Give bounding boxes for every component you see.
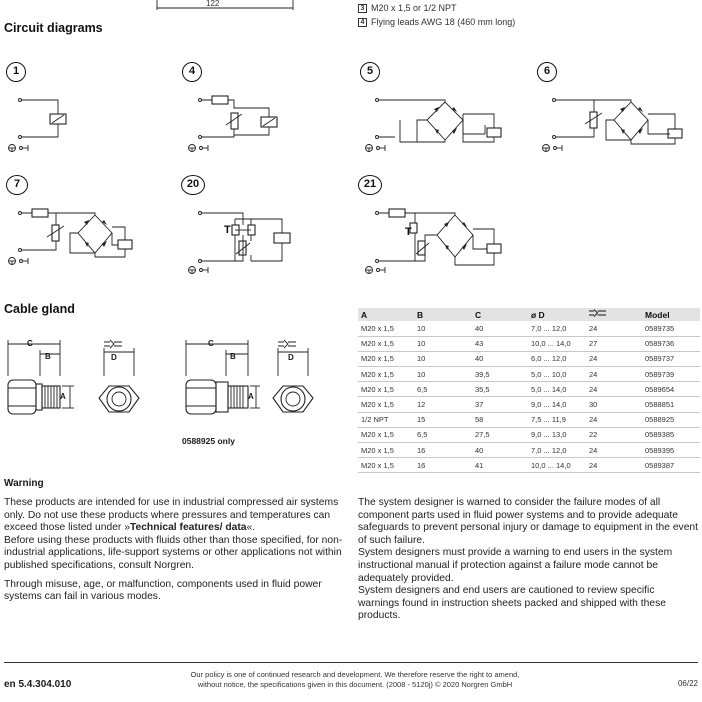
table-cell: 0589654 bbox=[642, 382, 700, 397]
ground-symbol bbox=[9, 145, 29, 152]
table-cell: 0589737 bbox=[642, 351, 700, 366]
table-cell: 5,0 ... 10,0 bbox=[528, 367, 586, 382]
table-cell: M20 x 1,5 bbox=[358, 458, 414, 473]
circuit-number-7: 7 bbox=[6, 175, 28, 195]
cable-gland-title: Cable gland bbox=[4, 302, 75, 316]
document-number: en 5.4.304.010 bbox=[4, 679, 72, 690]
table-cell: 7,0 ... 12,0 bbox=[528, 321, 586, 336]
column-header: ø D bbox=[528, 308, 586, 321]
table-row bbox=[358, 412, 700, 427]
circuit-diagram-20 bbox=[176, 203, 306, 275]
cable-gland-drawing-front-npt bbox=[264, 336, 324, 424]
table-cell: 10 bbox=[414, 321, 472, 336]
table-row bbox=[358, 367, 700, 382]
table-cell: 30 bbox=[586, 397, 642, 412]
table-cell: M20 x 1,5 bbox=[358, 443, 414, 458]
footer-divider bbox=[4, 662, 698, 663]
circuit-diagram-5 bbox=[355, 90, 515, 160]
table-cell: 6,5 bbox=[414, 427, 472, 442]
policy-line: without notice, the specifications given in this document. (2008 - 5120j) © 2020 Norgren GmbH bbox=[197, 680, 513, 689]
table-cell: M20 x 1,5 bbox=[358, 351, 414, 366]
table-cell: 37 bbox=[472, 397, 528, 412]
circuit-number-20: 20 bbox=[181, 175, 205, 195]
table-cell: 10 bbox=[414, 367, 472, 382]
dim-d: D bbox=[288, 353, 294, 362]
table-cell: 39,5 bbox=[472, 367, 528, 382]
column-header: A bbox=[358, 308, 414, 321]
circuit-diagram-7 bbox=[0, 203, 160, 273]
table-cell: 1/2 NPT bbox=[358, 412, 414, 427]
table-cell: 10 bbox=[414, 336, 472, 351]
circuit-diagram-21 bbox=[355, 203, 515, 275]
table-cell: 10,0 ... 14,0 bbox=[528, 336, 586, 351]
table-row bbox=[358, 427, 700, 442]
note-number: 4 bbox=[358, 18, 367, 27]
table-cell: 0589395 bbox=[642, 443, 700, 458]
table-cell: M20 x 1,5 bbox=[358, 427, 414, 442]
table-row bbox=[358, 458, 700, 473]
dim-b: B bbox=[45, 352, 51, 361]
table-cell: M20 x 1,5 bbox=[358, 397, 414, 412]
warning-right-column bbox=[358, 497, 698, 623]
circuit-diagram-6 bbox=[532, 90, 692, 160]
table-cell: 15 bbox=[414, 412, 472, 427]
table-row bbox=[358, 382, 700, 397]
warning-paragraph: Through misuse, age, or malfunction, components used in fluid power systems can fail in various modes. bbox=[4, 578, 322, 603]
ground-symbol bbox=[189, 267, 209, 274]
wrench-icon bbox=[586, 308, 642, 321]
circuit-diagrams-title: Circuit diagrams bbox=[4, 21, 103, 35]
table-cell: M20 x 1,5 bbox=[358, 336, 414, 351]
table-row bbox=[358, 397, 700, 412]
table-cell: 6,0 ... 12,0 bbox=[528, 351, 586, 366]
table-cell: 24 bbox=[586, 458, 642, 473]
circuit-number-4: 4 bbox=[182, 62, 202, 82]
ground-symbol bbox=[9, 258, 29, 265]
table-cell: 58 bbox=[472, 412, 528, 427]
dim-d: D bbox=[111, 353, 117, 362]
table-cell: 40 bbox=[472, 443, 528, 458]
table-row bbox=[358, 351, 700, 366]
warning-text: These products are intended for use in industrial compressed air systems only. Do not use these products where pressures and temperatures can exceed those listed under » bbox=[4, 497, 339, 534]
table-row bbox=[358, 321, 700, 336]
ground-symbol bbox=[189, 145, 209, 152]
column-header: C bbox=[472, 308, 528, 321]
table-cell: 0589385 bbox=[642, 427, 700, 442]
warning-title: Warning bbox=[4, 478, 44, 489]
technical-data-reference: Technical features/ data bbox=[129, 522, 247, 534]
circuit-diagram-4 bbox=[176, 90, 286, 160]
table-cell: 0588851 bbox=[642, 397, 700, 412]
warning-paragraph: The system designer is warned to consider the failure modes of all component parts used in fluid power systems and to provide adequate safeguards to prevent personal injury or damage to equipment in the event of such failure. bbox=[358, 497, 699, 546]
warning-paragraph bbox=[4, 497, 346, 535]
table-cell: 24 bbox=[586, 382, 642, 397]
table-cell: 7,5 ... 11,9 bbox=[528, 412, 586, 427]
table-cell: 40 bbox=[472, 351, 528, 366]
note-item bbox=[358, 3, 515, 13]
table-cell: 10 bbox=[414, 351, 472, 366]
ground-symbol bbox=[366, 145, 386, 152]
circuit-diagram-1 bbox=[0, 90, 100, 160]
table-cell: M20 x 1,5 bbox=[358, 382, 414, 397]
table-cell: 24 bbox=[586, 367, 642, 382]
column-header: B bbox=[414, 308, 472, 321]
dimension-fragment bbox=[150, 0, 300, 12]
dim-c: C bbox=[208, 339, 214, 348]
table-cell: 22 bbox=[586, 427, 642, 442]
table-cell: 16 bbox=[414, 458, 472, 473]
table-cell: 0589735 bbox=[642, 321, 700, 336]
bridge-diodes bbox=[444, 222, 467, 250]
t-label: T bbox=[224, 224, 231, 236]
table-cell: 9,0 ... 13,0 bbox=[528, 427, 586, 442]
table-cell: 5,0 ... 14,0 bbox=[528, 382, 586, 397]
note-text: Flying leads AWG 18 (460 mm long) bbox=[371, 17, 516, 27]
table-header-row bbox=[358, 308, 700, 321]
wrench-icon bbox=[278, 340, 296, 348]
circuit-number-5: 5 bbox=[360, 62, 380, 82]
table-cell: 0588925 bbox=[642, 412, 700, 427]
table-cell: 7,0 ... 12,0 bbox=[528, 443, 586, 458]
table-row bbox=[358, 443, 700, 458]
table-cell: 16 bbox=[414, 443, 472, 458]
column-header: Model bbox=[642, 308, 700, 321]
circuit-number-6: 6 bbox=[537, 62, 557, 82]
table-cell: 35,5 bbox=[472, 382, 528, 397]
npt-only-note: 0588925 only bbox=[182, 436, 235, 446]
table-cell: 27,5 bbox=[472, 427, 528, 442]
table-cell: M20 x 1,5 bbox=[358, 367, 414, 382]
dimension-label: 122 bbox=[206, 0, 220, 8]
warning-paragraph: System designers must provide a warning to end users in the system instructional manual if protection against a failure mode cannot be adequately provided. bbox=[358, 547, 673, 584]
table-cell: 43 bbox=[472, 336, 528, 351]
note-number: 3 bbox=[358, 4, 367, 13]
ground-symbol bbox=[543, 145, 563, 152]
ground-symbol bbox=[366, 267, 386, 274]
table-cell: 24 bbox=[586, 321, 642, 336]
circuit-number-21: 21 bbox=[358, 175, 382, 195]
cable-gland-drawing-side bbox=[0, 336, 90, 424]
t-label: T bbox=[405, 226, 412, 238]
table-cell: 12 bbox=[414, 397, 472, 412]
table-cell: 0589736 bbox=[642, 336, 700, 351]
table-cell: 24 bbox=[586, 351, 642, 366]
notes-list bbox=[358, 3, 515, 27]
policy-line: Our policy is one of continued research and development. We therefore reserve the right to amend, bbox=[190, 670, 520, 679]
table-cell: 41 bbox=[472, 458, 528, 473]
note-text: M20 x 1,5 or 1/2 NPT bbox=[371, 3, 457, 13]
table-cell: 10,0 ... 14,0 bbox=[528, 458, 586, 473]
table-cell: 24 bbox=[586, 412, 642, 427]
dim-a: A bbox=[60, 392, 66, 401]
policy-text bbox=[120, 670, 590, 690]
table-cell: 27 bbox=[586, 336, 642, 351]
table-cell: 0589387 bbox=[642, 458, 700, 473]
table-cell: 0589739 bbox=[642, 367, 700, 382]
circuit-number-1: 1 bbox=[6, 62, 26, 82]
table-cell: 40 bbox=[472, 321, 528, 336]
table-cell: 9,0 ... 14,0 bbox=[528, 397, 586, 412]
cable-gland-drawing-front bbox=[94, 336, 154, 424]
dim-a: A bbox=[248, 392, 254, 401]
table-row bbox=[358, 336, 700, 351]
dim-b: B bbox=[230, 352, 236, 361]
warning-text: «. bbox=[246, 522, 256, 534]
table-cell: 6,5 bbox=[414, 382, 472, 397]
warning-paragraph: Before using these products with fluids other than those specified, for non-industrial applications, life-support systems or other applications not within published specifications, consult Norgren. bbox=[4, 534, 343, 571]
table-cell: M20 x 1,5 bbox=[358, 321, 414, 336]
wrench-icon bbox=[104, 340, 122, 348]
dim-c: C bbox=[27, 339, 33, 348]
warning-left-column bbox=[4, 497, 346, 604]
warning-paragraph: System designers and end users are cautioned to review specific warnings found in instruction sheets packed and shipped with these products. bbox=[358, 585, 666, 622]
cable-gland-table bbox=[358, 308, 700, 473]
note-item bbox=[358, 17, 515, 27]
cable-gland-drawing-side-npt bbox=[176, 336, 266, 424]
table-cell: 24 bbox=[586, 443, 642, 458]
page-number: 06/22 bbox=[677, 679, 698, 688]
